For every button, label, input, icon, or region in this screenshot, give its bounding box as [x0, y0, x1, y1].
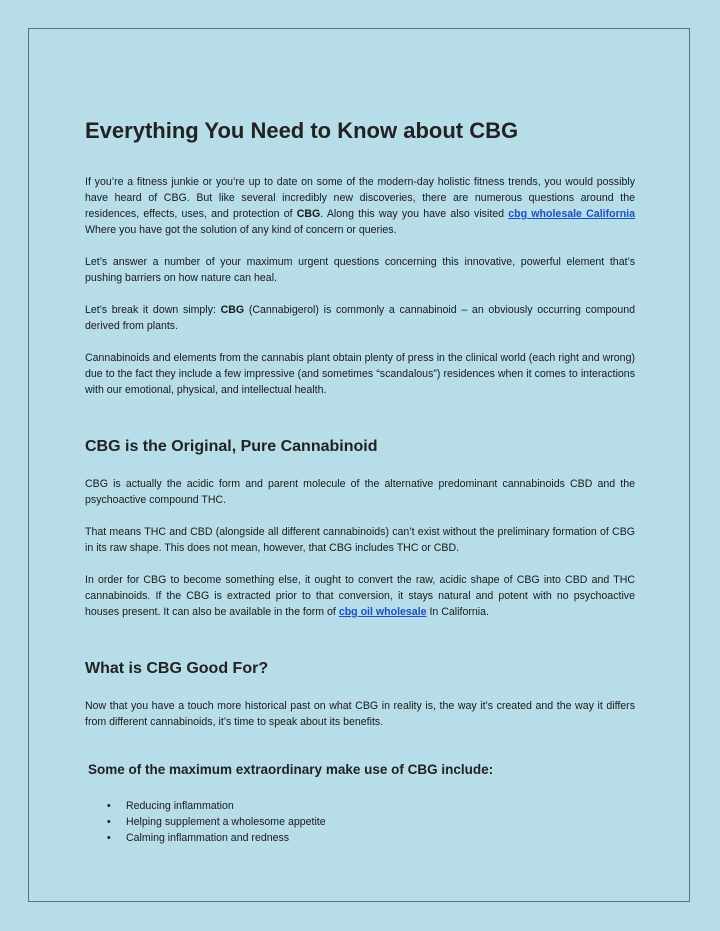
intro-p1-text-a: If you’re a fitness junkie or you’re up to date on some of the modern-day holistic fitness trends, you would possibly have heard of CBG. But like several incredibly new discoveries, there are numerous questions around the residences, effects, uses, and protection of — [85, 176, 635, 220]
section1-paragraph-1: CBG is actually the acidic form and parent molecule of the alternative predominant cannabinoids CBD and the psychoactive compound THC. — [85, 478, 635, 506]
section1-paragraph-3 — [85, 572, 635, 620]
list-item-text: Helping supplement a wholesome appetite — [126, 816, 326, 828]
bullet-icon: • — [107, 800, 111, 812]
intro-p3-text-b: (Cannabigerol) is commonly a cannabinoid – an obviously occurring compound derived from plants. — [85, 304, 635, 332]
list-item-text: Calming inflammation and redness — [126, 832, 290, 844]
section2-paragraph-1: Now that you have a touch more historical past on what CBG in reality is, the way it’s created and the way it differs from different cannabinoids, it’s time to speak about its benefits. — [85, 700, 635, 728]
list-item — [107, 798, 635, 814]
list-item — [107, 814, 635, 830]
list-item — [107, 830, 635, 846]
section-heading-what-is-cbg-good-for: What is CBG Good For? — [85, 660, 269, 677]
intro-paragraph-4: Cannabinoids and elements from the cannabis plant obtain plenty of press in the clinical world (each right and wrong) due to the fact they include a few impressive (and sometimes “scandalous”) residences when it comes to interactions with our emotional, physical, and intellectual health. — [85, 352, 635, 396]
section-heading-uses-of-cbg: Some of the maximum extraordinary make use of CBG include: — [88, 762, 494, 777]
intro-p1-bold: CBG — [296, 208, 321, 220]
benefits-list — [85, 798, 635, 846]
section-heading-original-cannabinoid: CBG is the Original, Pure Cannabinoid — [85, 438, 378, 455]
section1-p3-text-a: In order for CBG to become something else, it ought to convert the raw, acidic shape of CBG into CBD and THC cannabinoids. If the CBG is extracted prior to that conversion, it stays natural and potent with no psychoactive houses present. It can also be available in the form of — [85, 574, 635, 618]
bullet-icon: • — [107, 832, 111, 844]
section1-p3-text-b: In California. — [426, 606, 489, 618]
cbg-oil-wholesale-link[interactable]: cbg oil wholesale — [338, 606, 427, 618]
section1-paragraph-2: That means THC and CBD (alongside all different cannabinoids) can’t exist without the preliminary formation of CBG in its raw shape. This does not mean, however, that CBG includes THC or CBD. — [85, 526, 635, 554]
intro-p1-text-c: Where you have got the solution of any kind of concern or queries. — [85, 224, 397, 236]
bullet-icon: • — [107, 816, 111, 828]
intro-p1-text-b: . Along this way you have also visited — [320, 208, 509, 220]
document-body — [85, 116, 635, 846]
intro-paragraph-3 — [85, 302, 635, 334]
list-item-text: Reducing inflammation — [126, 800, 234, 812]
intro-paragraph-1 — [85, 174, 635, 238]
intro-p3-bold: CBG — [220, 304, 245, 316]
page-title: Everything You Need to Know about CBG — [85, 118, 519, 143]
intro-paragraph-2: Let’s answer a number of your maximum urgent questions concerning this innovative, powerful element that’s pushing barriers on how nature can heal. — [85, 256, 635, 284]
intro-p3-text-a: Let's break it down simply: — [85, 304, 221, 316]
cbg-wholesale-california-link[interactable]: cbg wholesale California — [508, 208, 636, 220]
